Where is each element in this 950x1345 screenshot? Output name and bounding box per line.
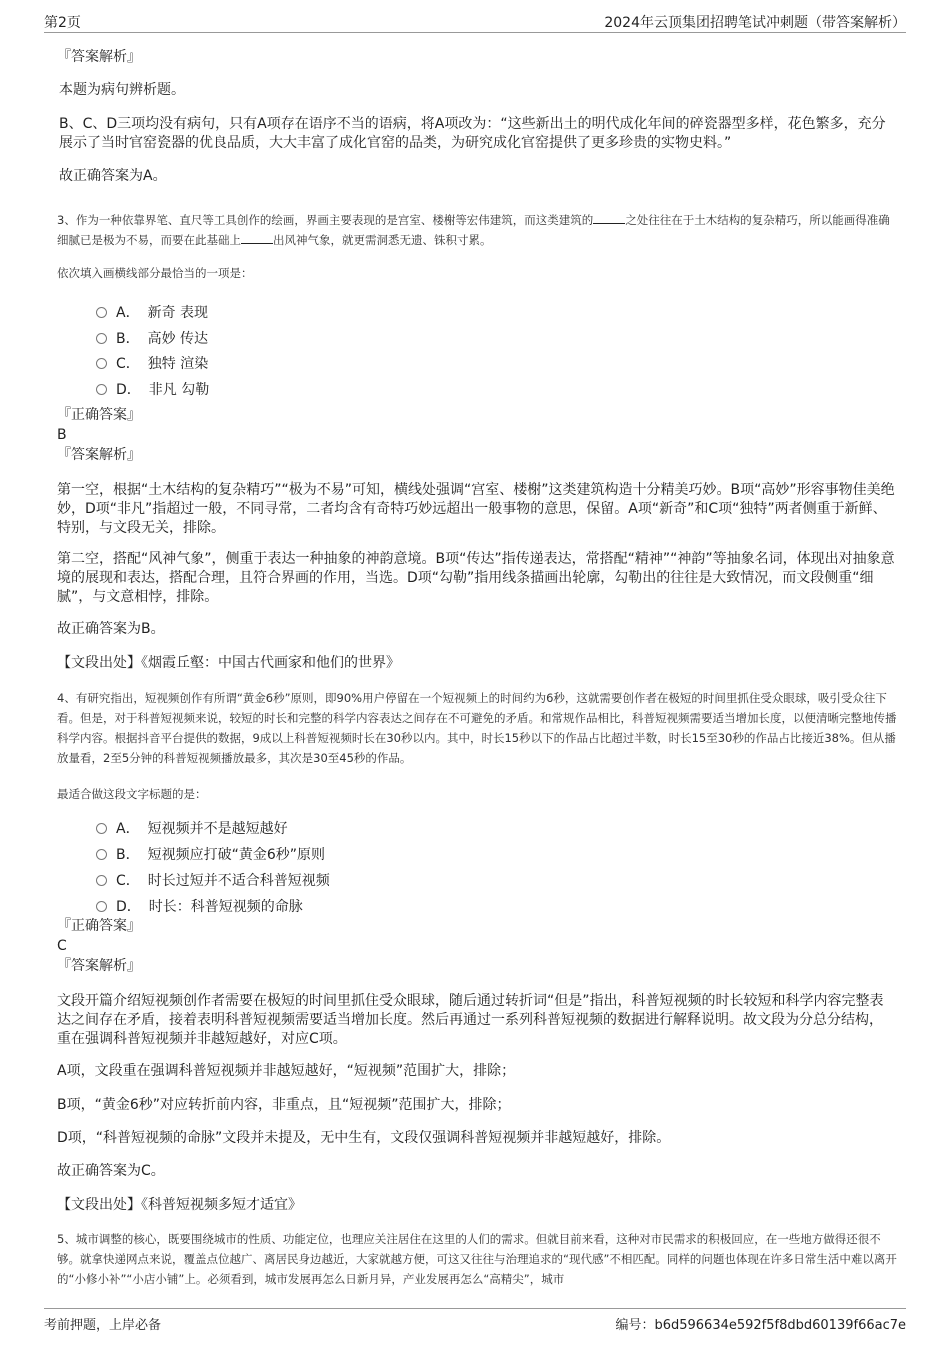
page-number: 第2页 (44, 15, 81, 31)
q4-option-b[interactable] (96, 844, 325, 864)
q4-stem: 4、有研究指出，短视频创作有所谓“黄金6秒”原则，即90%用户停留在一个短视频上的时间约为6秒，这就需要创作者在极短的时间里抓住受众眼球，吸引受众往下看。但是，对于科普短视频来说，较短的时长和完整的科学内容表达之间存在不可避免的矛盾。和常规作品相比，科普短视频需要适当增加长度，以便清晰完整地传播科学内容。根据抖音平台提供的数据，9成以上科普短视频时长在30秒以内。其中，时长15秒以下的作品占比超过半数，时长15至30秒的作品占比接近38%。但从播放量看，2至5分钟的科普短视频播放最多，其次是30至45秒的作品。 (57, 691, 897, 765)
q3-analysis-p3: 故正确答案为B。 (57, 621, 165, 637)
document-id: 编号：b6d596634e592f5f8dbd60139f66ac7e (615, 1318, 906, 1333)
option-key: B． (116, 331, 140, 347)
radio-icon[interactable] (96, 333, 107, 344)
q4-option-c[interactable] (96, 870, 330, 890)
q3-stem-part-1: 3、作为一种依靠界笔、直尺等工具创作的绘画，界画主要表现的是宫室、楼榭等宏伟建筑，而这类建筑的 (57, 213, 594, 227)
option-text: 时长：科普短视频的命脉 (148, 899, 303, 915)
option-text: 高妙 传达 (147, 331, 209, 347)
option-text: 非凡 勾勒 (148, 382, 210, 398)
q2-analysis-p2: B、C、D三项均没有病句，只有A项存在语序不当的语病，将A项改为：“这些新出土的明代成化年间的碎瓷器型多样，花色繁多，充分展示了当时官窑瓷器的优良品质，大大丰富了成化官窑的品类，为研究成化官窑提供了更多珍贵的实物史料。” (59, 116, 886, 151)
option-key: D． (116, 899, 141, 915)
q3-analysis-p1: 第一空，根据“土木结构的复杂精巧”“极为不易”可知，横线处强调“宫室、楼榭”这类建筑构造十分精美巧妙。B项“高妙”形容事物佳美绝妙，D项“非凡”指超过一般，不同寻常，二者均含有奇特巧妙远超出一般事物的意思，保留。A项“新奇”和C项“独特”两者侧重于新鲜、特别，与文段无关，排除。 (57, 482, 895, 536)
radio-icon[interactable] (96, 849, 107, 860)
q3-option-b[interactable] (96, 328, 208, 348)
q3-stem-part-3: 出风神气象，就更需洞悉无遗、铢积寸累。 (273, 233, 492, 247)
q4-option-d[interactable] (96, 896, 303, 916)
q4-prompt: 最适合做这段文字标题的是： (57, 787, 207, 801)
q3-stem-part-2: 之处往往在于土木结构的复杂精巧，所以能画得准确细腻已是极为不易，而要在此基础上 (57, 213, 890, 247)
radio-icon[interactable] (96, 875, 107, 886)
q3-analysis-p2: 第二空，搭配“风神气象”，侧重于表达一种抽象的神韵意境。B项“传达”指传递表达，常搭配“精神”“神韵”等抽象名词，体现出对抽象意境的展现和表达，搭配合理，且符合界画的作用，当选。D项“勾勒”指用线条描画出轮廓，勾勒出的往往是大致情况，而文段侧重“细腻”，与文意相悖，排除。 (57, 551, 895, 605)
q3-analysis-label: 『答案解析』 (57, 447, 141, 463)
q4-answer: C (57, 938, 67, 954)
q2-analysis-p1: 本题为病句辨析题。 (59, 82, 185, 98)
option-text: 独特 渲染 (147, 356, 209, 372)
option-key: A． (116, 305, 140, 321)
option-key: D． (116, 382, 141, 398)
radio-icon[interactable] (96, 384, 107, 395)
page-header (44, 8, 906, 33)
q2-analysis-label: 『答案解析』 (57, 49, 141, 65)
q2-analysis-p3: 故正确答案为A。 (59, 168, 167, 184)
q3-prompt: 依次填入画横线部分最恰当的一项是： (57, 266, 253, 280)
q3-blank-1 (593, 213, 625, 224)
q4-analysis-p1: 文段开篇介绍短视频创作者需要在极短的时间里抓住受众眼球，随后通过转折词“但是”指出，科普短视频的时长较短和科学内容完整表达之间存在矛盾，接着表明科普短视频需要适当增加长度。然后再通过一系列科普短视频的数据进行解释说明。故文段为分总分结构，重在强调科普短视频并非越短越好，对应C项。 (57, 993, 884, 1047)
q3-blank-2 (241, 233, 273, 244)
q3-stem (57, 210, 899, 250)
q3-option-a[interactable] (96, 302, 208, 322)
radio-icon[interactable] (96, 358, 107, 369)
q3-answer-label: 『正确答案』 (57, 407, 141, 423)
option-key: C． (116, 356, 140, 372)
q4-analysis-p2: A项，文段重在强调科普短视频并非越短越好，“短视频”范围扩大，排除； (57, 1063, 516, 1079)
document-title: 2024年云顶集团招聘笔试冲刺题（带答案解析） (604, 15, 906, 31)
q3-answer: B (57, 427, 67, 443)
radio-icon[interactable] (96, 901, 107, 912)
option-key: C． (116, 873, 140, 889)
q4-analysis-p5: 故正确答案为C。 (57, 1163, 165, 1179)
q4-option-a[interactable] (96, 818, 288, 838)
q4-source: 【文段出处】《科普短视频多短才适宜》 (57, 1197, 302, 1213)
q3-option-d[interactable] (96, 379, 209, 399)
option-text: 时长过短并不适合科普短视频 (147, 873, 330, 889)
q4-analysis-p4: D项，“科普短视频的命脉”文段并未提及，无中生有，文段仅强调科普短视频并非越短越好，排除。 (57, 1130, 671, 1146)
option-text: 短视频应打破“黄金6秒”原则 (147, 847, 326, 863)
q3-source: 【文段出处】《烟霞丘壑：中国古代画家和他们的世界》 (57, 655, 400, 671)
option-key: B． (116, 847, 140, 863)
radio-icon[interactable] (96, 823, 107, 834)
option-text: 短视频并不是越短越好 (147, 821, 288, 837)
q4-answer-label: 『正确答案』 (57, 918, 141, 934)
q3-option-c[interactable] (96, 353, 208, 373)
q5-stem: 5、城市调整的核心，既要围绕城市的性质、功能定位，也理应关注居住在这里的人们的需求。但就目前来看，这种对市民需求的积极回应，在一些地方做得还很不够。就拿快递网点来说，覆盖点位越广、离居民身边越近，大家就越方便，可这又往往与治理追求的“现代感”不相匹配。同样的问题也体现在许多日常生活中难以离开的“小修小补”“小店小铺”上。必须看到，城市发展再怎么日新月异，产业发展再怎么“高精尖”，城市 (57, 1232, 897, 1286)
option-text: 新奇 表现 (147, 305, 209, 321)
q4-analysis-p3: B项，“黄金6秒”对应转折前内容，非重点，且“短视频”范围扩大，排除； (57, 1097, 511, 1113)
footer-slogan: 考前押题，上岸必备 (44, 1318, 162, 1333)
radio-icon[interactable] (96, 307, 107, 318)
option-key: A． (116, 821, 140, 837)
q4-analysis-label: 『答案解析』 (57, 958, 141, 974)
page-footer (44, 1308, 906, 1331)
